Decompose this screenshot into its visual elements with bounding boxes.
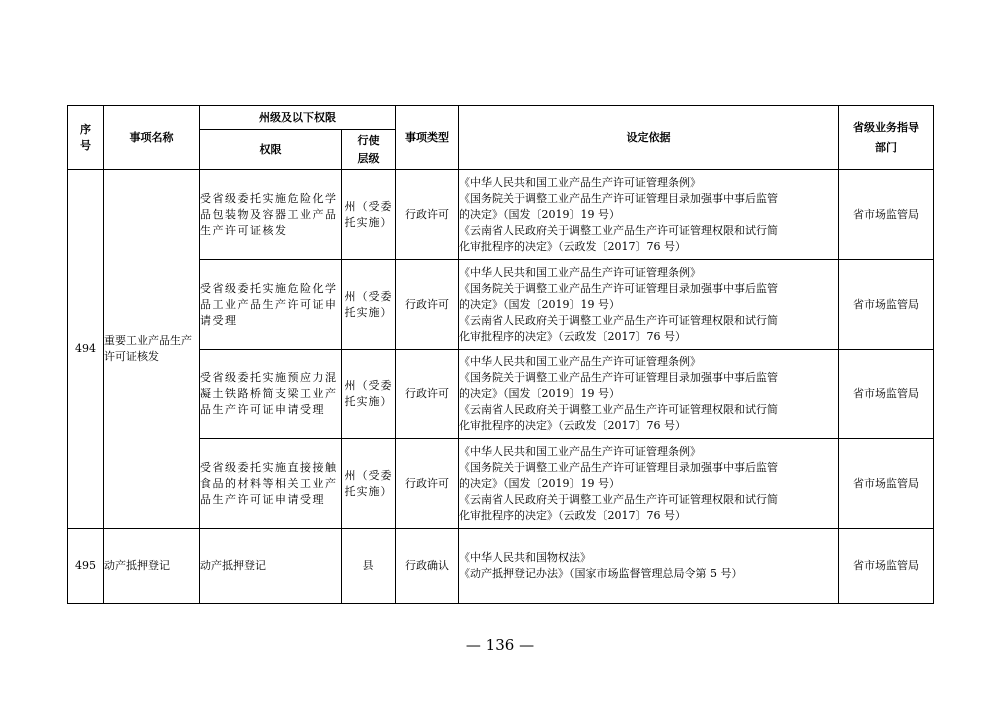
legal-basis: 《中华人民共和国工业产品生产许可证管理条例》 《国务院关于调整工业产品生产许可证管理目录加强事中事后监管 的决定》（国发〔2019〕19 号） 《云南省人民政府关于调整工业产品生产许可证管理权限和试行简 化审批程序的决定》（云政发〔2017〕76 号） [459,439,839,529]
legal-basis: 《中华人民共和国工业产品生产许可证管理条例》 《国务院关于调整工业产品生产许可证管理目录加强事中事后监管 的决定》（国发〔2019〕19 号） 《云南省人民政府关于调整工业产品生产许可证管理权限和试行简 化审批程序的决定》（云政发〔2017〕76 号） [459,260,839,350]
regulation-table [67,105,934,604]
legal-basis: 《中华人民共和国物权法》 《动产抵押登记办法》（国家市场监督管理总局令第 5 号） [459,529,839,604]
exercise-level: 县 [342,529,396,604]
table-row [68,170,934,260]
item-name: 动产抵押登记 [104,529,200,604]
header-basis: 设定依据 [459,106,839,170]
exercise-level: 州（受委托实施） [342,260,396,350]
row-number: 494 [68,170,104,529]
guiding-department: 省市场监管局 [839,170,934,260]
header-seq: 序号 [68,106,104,170]
guiding-department: 省市场监管局 [839,350,934,439]
row-number: 495 [68,529,104,604]
exercise-level: 州（受委托实施） [342,170,396,260]
header-dept: 省级业务指导部门 [839,106,934,170]
item-type: 行政许可 [396,439,459,529]
legal-basis: 《中华人民共和国工业产品生产许可证管理条例》 《国务院关于调整工业产品生产许可证管理目录加强事中事后监管 的决定》（国发〔2019〕19 号） 《云南省人民政府关于调整工业产品生产许可证管理权限和试行简 化审批程序的决定》（云政发〔2017〕76 号） [459,170,839,260]
header-type: 事项类型 [396,106,459,170]
guiding-department: 省市场监管局 [839,529,934,604]
authority-text: 动产抵押登记 [200,529,342,604]
item-type: 行政许可 [396,260,459,350]
legal-basis: 《中华人民共和国工业产品生产许可证管理条例》 《国务院关于调整工业产品生产许可证管理目录加强事中事后监管 的决定》（国发〔2019〕19 号） 《云南省人民政府关于调整工业产品生产许可证管理权限和试行简 化审批程序的决定》（云政发〔2017〕76 号） [459,350,839,439]
authority-text: 受省级委托实施危险化学品工业产品生产许可证申请受理 [200,260,342,350]
item-type: 行政确认 [396,529,459,604]
item-type: 行政许可 [396,170,459,260]
guiding-department: 省市场监管局 [839,260,934,350]
item-type: 行政许可 [396,350,459,439]
authority-text: 受省级委托实施直接接触食品的材料等相关工业产品生产许可证申请受理 [200,439,342,529]
header-group: 州级及以下权限 [200,106,396,130]
guiding-department: 省市场监管局 [839,439,934,529]
header-name: 事项名称 [104,106,200,170]
item-name: 重要工业产品生产许可证核发 [104,170,200,529]
header-level: 行使层级 [342,130,396,170]
table-row [68,529,934,604]
authority-text: 受省级委托实施预应力混凝土铁路桥简支梁工业产品生产许可证申请受理 [200,350,342,439]
authority-text: 受省级委托实施危险化学品包装物及容器工业产品生产许可证核发 [200,170,342,260]
exercise-level: 州（受委托实施） [342,350,396,439]
exercise-level: 州（受委托实施） [342,439,396,529]
page-number: — 136 — [465,636,535,654]
header-right: 权限 [200,130,342,170]
